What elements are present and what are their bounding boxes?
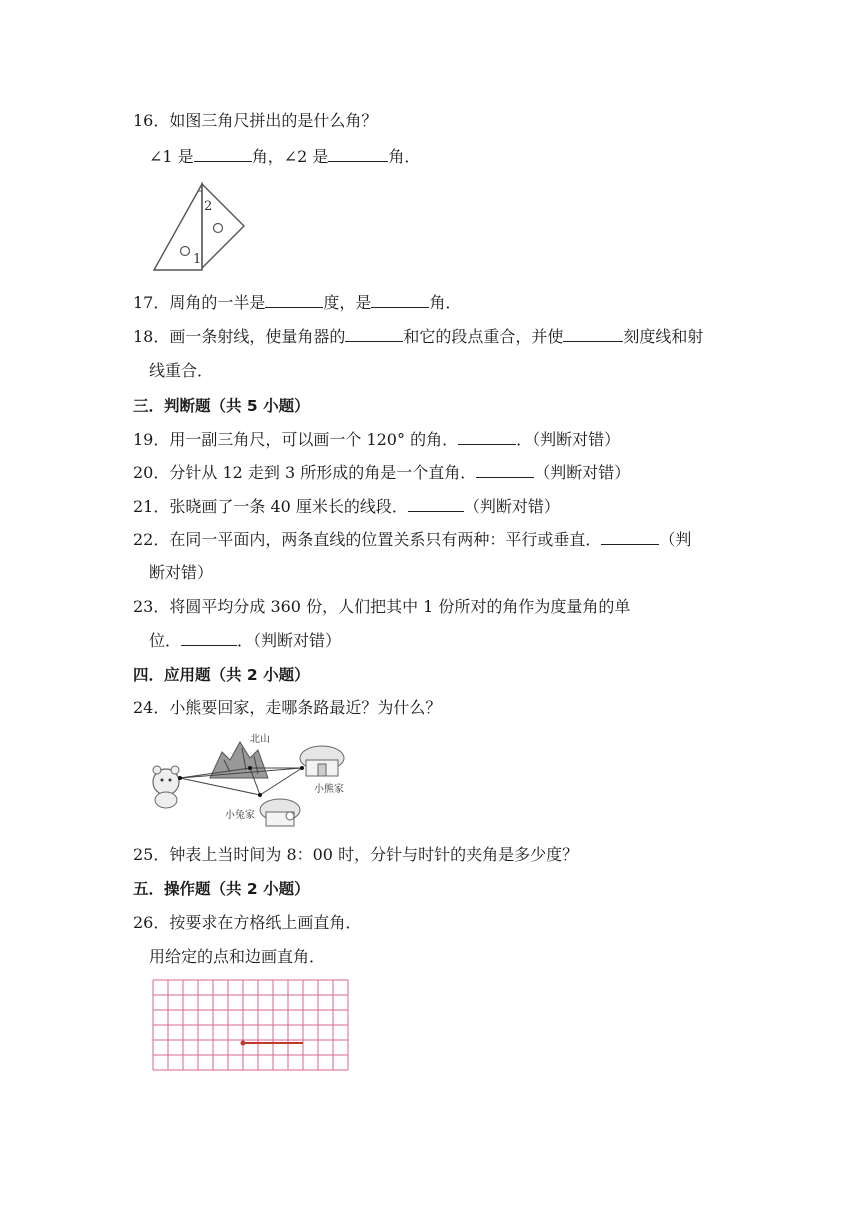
- q17-blank-2[interactable]: [371, 293, 429, 308]
- question-22: [133, 530, 691, 550]
- q19-text-2: ．（判断对错）: [516, 430, 621, 449]
- q20-blank[interactable]: [476, 463, 534, 478]
- q16-text-1: ∠1 是: [149, 147, 194, 166]
- question-23-cont: [149, 631, 341, 651]
- q16-text-3: 角．: [388, 147, 421, 166]
- question-22-cont: 断对错）: [149, 563, 214, 582]
- rabbit-house-label: 小兔家: [225, 810, 255, 821]
- mountain-label: 北山: [250, 734, 270, 745]
- q18-text-3: 刻度线和射: [623, 327, 704, 346]
- q23-text-1: 位．: [149, 631, 182, 650]
- q18-text-1: 18．画一条射线，使量角器的: [133, 327, 346, 346]
- question-19: [133, 430, 620, 450]
- question-26: 26．按要求在方格纸上画直角．: [133, 913, 362, 932]
- q19-blank[interactable]: [458, 430, 516, 445]
- question-16: 16．如图三角尺拼出的是什么角？: [133, 111, 378, 130]
- q16-blank-1[interactable]: [194, 147, 252, 162]
- question-18: [133, 327, 703, 347]
- question-17: [133, 293, 461, 313]
- given-point: [241, 1041, 246, 1046]
- question-20: [133, 463, 630, 483]
- section-3-heading: 三．判断题（共 5 小题）: [133, 397, 310, 415]
- q18-text-2: 和它的段点重合，并使: [403, 327, 564, 346]
- q19-text-1: 19．用一副三角尺，可以画一个 120° 的角．: [133, 430, 459, 449]
- section-5-heading: 五．操作题（共 2 小题）: [133, 880, 310, 898]
- q17-text-3: 角．: [429, 293, 462, 312]
- bear-house-icon: [300, 746, 344, 776]
- q16-blank-2[interactable]: [328, 147, 388, 162]
- question-25: 25．钟表上当时间为 8：00 时，分针与时针的夹角是多少度？: [133, 845, 579, 864]
- bear-house-label: 小熊家: [314, 784, 344, 795]
- q16-text-2: 角，∠2 是: [251, 147, 329, 166]
- q23-text-2: ．（判断对错）: [237, 631, 342, 650]
- q17-text-1: 17．周角的一半是: [133, 293, 266, 312]
- triangle-ruler-figure: [148, 180, 248, 276]
- bear-icon: [153, 766, 179, 808]
- q18-blank-2[interactable]: [563, 327, 623, 342]
- angle-2-label: 2: [204, 199, 213, 214]
- q17-text-2: 度，是: [323, 293, 372, 312]
- bear-route-map: [150, 730, 360, 830]
- grid-paper[interactable]: [151, 978, 353, 1078]
- q21-blank[interactable]: [408, 497, 464, 512]
- q21-text-1: 21．张晓画了一条 40 厘米长的线段．: [133, 497, 408, 516]
- question-21: [133, 497, 560, 517]
- question-26-sub: 用给定的点和边画直角．: [149, 947, 326, 966]
- rabbit-house-icon: [260, 799, 300, 826]
- question-24: 24．小熊要回家，走哪条路最近？为什么？: [133, 698, 442, 717]
- q22-text-1: 22．在同一平面内，两条直线的位置关系只有两种：平行或垂直．: [133, 530, 602, 549]
- q18-blank-1[interactable]: [345, 327, 403, 342]
- angle-1-label: 1: [193, 252, 202, 267]
- question-16-blanks: [149, 147, 420, 167]
- section-4-heading: 四．应用题（共 2 小题）: [133, 666, 310, 684]
- q20-text-2: （判断对错）: [534, 463, 631, 482]
- q21-text-2: （判断对错）: [463, 497, 560, 516]
- q17-blank-1[interactable]: [265, 293, 323, 308]
- question-18-cont: 线重合．: [149, 361, 214, 380]
- q23-blank[interactable]: [181, 631, 237, 646]
- q22-text-2: （判: [659, 530, 692, 549]
- q20-text-1: 20．分针从 12 走到 3 所形成的角是一个直角．: [133, 463, 477, 482]
- q22-blank[interactable]: [601, 530, 659, 545]
- question-23: 23．将圆平均分成 360 份，人们把其中 1 份所对的角作为度量角的单: [133, 597, 631, 616]
